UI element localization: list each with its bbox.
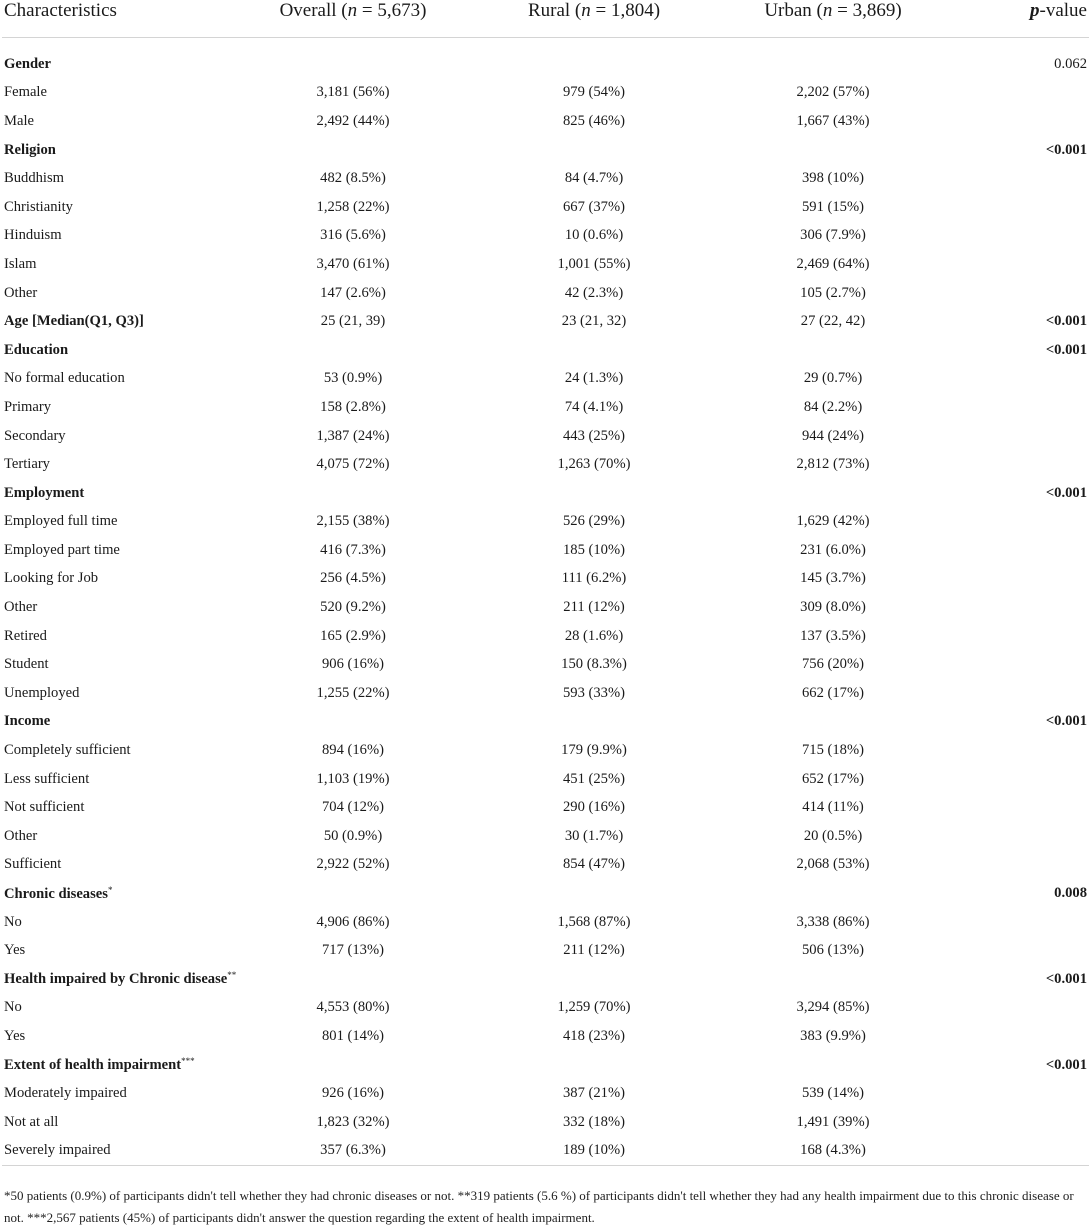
table-row — [2, 279, 1089, 308]
table-header — [2, 0, 1089, 38]
row-label: Islam — [4, 255, 37, 272]
urban-cell: 3,338 (86%) — [796, 913, 870, 930]
table-row — [2, 679, 1089, 708]
row-label: Unemployed — [4, 684, 80, 701]
table-row — [2, 193, 1089, 222]
table-row — [2, 593, 1089, 622]
table-row — [2, 536, 1089, 565]
row-label: Less sufficient — [4, 770, 90, 787]
row-label: Other — [4, 827, 38, 844]
rural-cell: 667 (37%) — [562, 198, 625, 215]
rural-cell: 387 (21%) — [562, 1085, 625, 1102]
p-value: 0.062 — [1054, 55, 1087, 72]
overall-cell: 894 (16%) — [321, 742, 384, 759]
overall-cell: 3,470 (61%) — [316, 255, 390, 272]
row-label: No formal education — [4, 370, 125, 387]
rural-cell: 418 (23%) — [562, 1027, 625, 1044]
row-label: No — [4, 913, 22, 930]
table-row — [2, 79, 1089, 108]
rural-cell: 150 (8.3%) — [561, 656, 627, 673]
p-value: <0.001 — [1045, 1056, 1087, 1073]
rural-cell: 111 (6.2%) — [561, 570, 627, 587]
row-label: Hinduism — [4, 227, 62, 244]
table-row — [2, 508, 1089, 537]
p-value: <0.001 — [1045, 141, 1087, 158]
urban-cell: 137 (3.5%) — [800, 627, 866, 644]
rural-cell: 854 (47%) — [562, 856, 625, 873]
urban-cell: 105 (2.7%) — [800, 284, 866, 301]
table-row — [2, 908, 1089, 937]
row-label: Health impaired by Chronic disease** — [4, 970, 237, 988]
row-label: Age [Median(Q1, Q3)] — [4, 313, 144, 330]
rural-cell: 28 (1.6%) — [564, 627, 624, 644]
spacer-row — [2, 38, 1089, 51]
row-label: Female — [4, 84, 47, 101]
rural-cell: 593 (33%) — [562, 684, 625, 701]
age-row — [2, 307, 1089, 336]
overall-cell: 717 (13%) — [321, 942, 384, 959]
row-label: Primary — [4, 398, 52, 415]
table-row — [2, 765, 1089, 794]
rural-cell: 332 (18%) — [562, 1113, 625, 1130]
urban-cell: 2,202 (57%) — [796, 84, 870, 101]
urban-cell: 306 (7.9%) — [800, 227, 866, 244]
table-row — [2, 1137, 1089, 1166]
rural-cell: 179 (9.9%) — [561, 742, 627, 759]
table-row — [2, 365, 1089, 394]
urban-cell: 662 (17%) — [801, 684, 864, 701]
overall-cell: 1,258 (22%) — [316, 198, 390, 215]
table-row — [2, 994, 1089, 1023]
row-label: Yes — [4, 942, 26, 959]
table-row — [2, 1079, 1089, 1108]
rural-cell: 185 (10%) — [562, 541, 625, 558]
table-row — [2, 1022, 1089, 1051]
urban-cell: 652 (17%) — [801, 770, 864, 787]
rural-cell: 10 (0.6%) — [564, 227, 624, 244]
table-row — [2, 393, 1089, 422]
urban-cell: 715 (18%) — [801, 742, 864, 759]
urban-cell: 2,469 (64%) — [796, 255, 870, 272]
table-row — [2, 164, 1089, 193]
urban-cell: 29 (0.7%) — [803, 370, 863, 387]
urban-cell: 84 (2.2%) — [803, 398, 863, 415]
row-label: Retired — [4, 627, 47, 644]
overall-cell: 704 (12%) — [321, 799, 384, 816]
table-row — [2, 107, 1089, 136]
table-row — [2, 650, 1089, 679]
overall-cell: 1,103 (19%) — [316, 770, 390, 787]
footnote-mark: *** — [181, 1056, 195, 1067]
overall-cell: 256 (4.5%) — [320, 570, 386, 587]
row-label: Looking for Job — [4, 570, 99, 587]
row-label: Other — [4, 284, 38, 301]
p-value: <0.001 — [1045, 341, 1087, 358]
urban-cell: 591 (15%) — [801, 198, 864, 215]
p-value: <0.001 — [1045, 313, 1087, 330]
row-label: Secondary — [4, 427, 66, 444]
footnote-mark: ** — [227, 970, 237, 981]
row-label: Gender — [4, 55, 52, 72]
header-p-value: p-value — [950, 0, 1089, 38]
overall-cell: 520 (9.2%) — [320, 599, 386, 616]
urban-cell: 383 (9.9%) — [800, 1027, 866, 1044]
rural-cell: 24 (1.3%) — [564, 370, 624, 387]
overall-cell: 1,823 (32%) — [316, 1113, 390, 1130]
table-row — [2, 565, 1089, 594]
rural-cell: 211 (12%) — [563, 942, 625, 959]
urban-cell: 231 (6.0%) — [800, 541, 866, 558]
header-urban: Urban (n = 3,869) — [716, 0, 950, 38]
rural-cell: 211 (12%) — [563, 599, 625, 616]
urban-cell: 3,294 (85%) — [796, 999, 870, 1016]
rural-cell: 451 (25%) — [562, 770, 625, 787]
overall-cell: 1,255 (22%) — [316, 684, 390, 701]
rural-cell: 42 (2.3%) — [564, 284, 624, 301]
rural-cell: 23 (21, 32) — [561, 313, 627, 330]
row-label: Other — [4, 599, 38, 616]
overall-cell: 4,075 (72%) — [316, 456, 390, 473]
row-label: Christianity — [4, 198, 73, 215]
urban-cell: 27 (22, 42) — [800, 313, 866, 330]
row-label: Tertiary — [4, 456, 50, 473]
overall-cell: 482 (8.5%) — [320, 170, 386, 187]
urban-cell: 2,068 (53%) — [796, 856, 870, 873]
rural-cell: 1,259 (70%) — [557, 999, 631, 1016]
table-row — [2, 622, 1089, 651]
table-row — [2, 936, 1089, 965]
table-body — [2, 38, 1089, 1166]
urban-cell: 398 (10%) — [801, 170, 864, 187]
urban-cell: 145 (3.7%) — [800, 570, 866, 587]
p-value: <0.001 — [1045, 970, 1087, 987]
row-label: Sufficient — [4, 856, 62, 873]
overall-cell: 2,922 (52%) — [316, 856, 390, 873]
urban-cell: 944 (24%) — [801, 427, 864, 444]
rural-cell: 189 (10%) — [472, 1137, 716, 1166]
group-row-income — [2, 708, 1089, 737]
rural-cell: 290 (16%) — [562, 799, 625, 816]
row-label: Chronic diseases* — [4, 884, 113, 902]
table-row — [2, 822, 1089, 851]
row-label: Employed full time — [4, 513, 118, 530]
row-label: Moderately impaired — [4, 1085, 127, 1102]
group-row-religion — [2, 136, 1089, 165]
urban-cell: 1,667 (43%) — [796, 112, 870, 129]
overall-cell: 357 (6.3%) — [234, 1137, 472, 1166]
group-row-extent — [2, 1051, 1089, 1080]
urban-cell: 2,812 (73%) — [796, 456, 870, 473]
overall-cell: 3,181 (56%) — [316, 84, 390, 101]
p-value: <0.001 — [1045, 713, 1087, 730]
overall-cell: 147 (2.6%) — [320, 284, 386, 301]
table-row — [2, 422, 1089, 451]
p-value: <0.001 — [1045, 484, 1087, 501]
table-row — [2, 793, 1089, 822]
group-row-employment — [2, 479, 1089, 508]
urban-cell: 539 (14%) — [801, 1085, 864, 1102]
header-characteristics: Characteristics — [2, 0, 234, 38]
row-label: Completely sufficient — [4, 742, 131, 759]
rural-cell: 443 (25%) — [562, 427, 625, 444]
row-label: Extent of health impairment*** — [4, 1056, 195, 1074]
overall-cell: 53 (0.9%) — [323, 370, 383, 387]
overall-cell: 1,387 (24%) — [316, 427, 390, 444]
rural-cell: 1,001 (55%) — [557, 255, 631, 272]
group-row-gender — [2, 50, 1089, 79]
urban-cell: 1,629 (42%) — [796, 513, 870, 530]
overall-cell: 4,553 (80%) — [316, 999, 390, 1016]
table-row — [2, 736, 1089, 765]
overall-cell: 801 (14%) — [321, 1027, 384, 1044]
p-value: 0.008 — [1054, 885, 1087, 902]
urban-cell: 756 (20%) — [801, 656, 864, 673]
table-row — [2, 1108, 1089, 1137]
row-label: Not at all — [4, 1113, 59, 1130]
table-row — [2, 851, 1089, 880]
row-label: Employment — [4, 484, 85, 501]
row-label: Yes — [4, 1027, 26, 1044]
header-row — [2, 0, 1089, 38]
row-label: Not sufficient — [4, 799, 85, 816]
table-row — [2, 222, 1089, 251]
row-label: Education — [4, 341, 69, 358]
overall-cell: 50 (0.9%) — [323, 827, 383, 844]
table-footnote: *50 patients (0.9%) of participants didn't tell whether they had chronic diseases or not. **319 patients (5.6 %) of participants didn't tell whether they had any health impairment due to this chronic disease or not. ***2,567 patients (45%) of participants didn't answer the question regarding the extent of health impairment. — [4, 1188, 1074, 1225]
table-row — [2, 250, 1089, 279]
row-label: Student — [4, 656, 49, 673]
overall-cell: 2,492 (44%) — [316, 112, 390, 129]
footnote-mark: * — [107, 884, 113, 895]
overall-cell: 2,155 (38%) — [316, 513, 390, 530]
table-row — [2, 450, 1089, 479]
row-label: Religion — [4, 141, 56, 158]
rural-cell: 1,263 (70%) — [557, 456, 631, 473]
rural-cell: 979 (54%) — [562, 84, 625, 101]
overall-cell: 4,906 (86%) — [316, 913, 390, 930]
overall-cell: 926 (16%) — [321, 1085, 384, 1102]
rural-cell: 30 (1.7%) — [564, 827, 624, 844]
row-label: Income — [4, 713, 51, 730]
urban-cell: 1,491 (39%) — [796, 1113, 870, 1130]
urban-cell: 309 (8.0%) — [800, 599, 866, 616]
row-label: Male — [4, 112, 34, 129]
overall-cell: 158 (2.8%) — [320, 398, 386, 415]
rural-cell: 825 (46%) — [562, 112, 625, 129]
urban-cell: 168 (4.3%) — [716, 1137, 950, 1166]
row-label: Buddhism — [4, 170, 65, 187]
overall-cell: 25 (21, 39) — [320, 313, 386, 330]
rural-cell: 1,568 (87%) — [557, 913, 631, 930]
group-row-education — [2, 336, 1089, 365]
group-row-impaired — [2, 965, 1089, 994]
group-row-chronic — [2, 879, 1089, 908]
overall-cell: 906 (16%) — [321, 656, 384, 673]
header-overall: Overall (n = 5,673) — [234, 0, 472, 38]
header-rural: Rural (n = 1,804) — [472, 0, 716, 38]
characteristics-table — [2, 0, 1089, 1166]
urban-cell: 414 (11%) — [802, 799, 864, 816]
rural-cell: 526 (29%) — [562, 513, 625, 530]
overall-cell: 316 (5.6%) — [320, 227, 386, 244]
urban-cell: 20 (0.5%) — [803, 827, 863, 844]
row-label: Employed part time — [4, 541, 120, 558]
overall-cell: 165 (2.9%) — [320, 627, 386, 644]
row-label: No — [4, 999, 22, 1016]
urban-cell: 506 (13%) — [801, 942, 864, 959]
rural-cell: 74 (4.1%) — [564, 398, 624, 415]
rural-cell: 84 (4.7%) — [564, 170, 624, 187]
overall-cell: 416 (7.3%) — [320, 541, 386, 558]
row-label: Severely impaired — [2, 1137, 234, 1166]
